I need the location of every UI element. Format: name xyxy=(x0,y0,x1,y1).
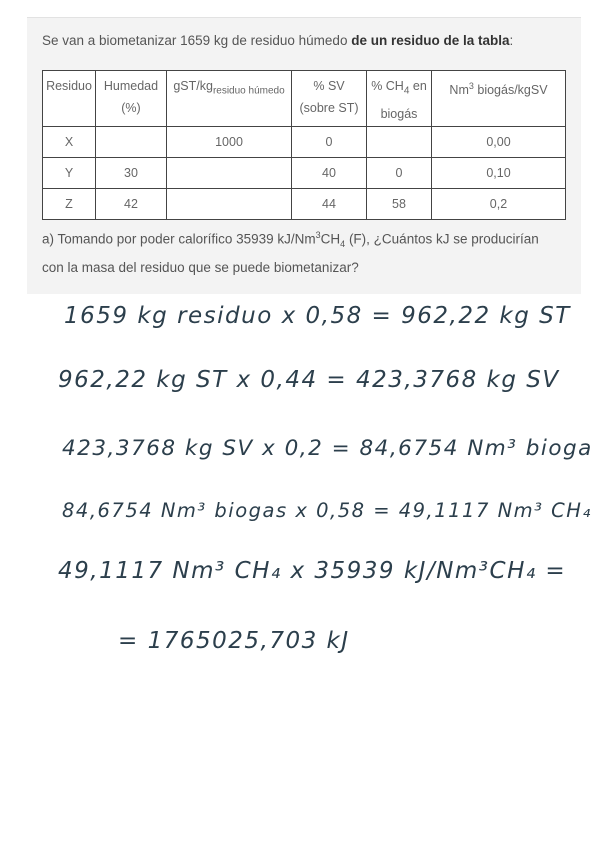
cell-residuo: Y xyxy=(43,158,96,189)
table-header-row xyxy=(43,71,566,127)
table-row xyxy=(43,127,566,158)
cell-ch4: 0 xyxy=(367,158,432,189)
cell-sv: 40 xyxy=(292,158,367,189)
cell-humedad xyxy=(96,127,167,158)
problem-intro xyxy=(42,32,562,50)
cell-residuo: Z xyxy=(43,189,96,220)
handwritten-result: = 1765025,703 kJ xyxy=(118,628,350,654)
cell-sv: 44 xyxy=(292,189,367,220)
question-text: a) Tomando por poder calorífico 35939 $kJ/Nm^3CH_4$ (F), ¿Cuántos kJ se producirían con la masa del residuo que se puede biometanizar? xyxy=(42,230,539,276)
cell-ch4: 58 xyxy=(367,189,432,220)
cell-humedad: 30 xyxy=(96,158,167,189)
intro-bold: de un residuo de la tabla xyxy=(351,33,510,48)
intro-text: Se van a biometanizar 1659 kg de residuo húmedo xyxy=(42,33,352,48)
table-row xyxy=(43,158,566,189)
header-humedad: Humedad (%) xyxy=(96,71,167,127)
cell-gst: 1000 xyxy=(167,127,292,158)
cell-nm3: 0,10 xyxy=(432,158,566,189)
handwritten-line-5: 49,1117 Nm³ CH₄ x 35939 kJ/Nm³CH₄ = xyxy=(58,558,567,584)
problem-card xyxy=(27,17,581,294)
handwritten-line-2: 962,22 kg ST x 0,44 = 423,3768 kg SV xyxy=(58,367,560,393)
cell-ch4 xyxy=(367,127,432,158)
handwritten-line-3: 423,3768 kg SV x 0,2 = 84,6754 Nm³ bioga xyxy=(62,436,593,461)
header-ch4: % $CH_4$ en biogás xyxy=(367,71,432,127)
header-gst: gST/$kg_{residuo húmedo}$ xyxy=(167,71,292,127)
cell-gst xyxy=(167,189,292,220)
cell-humedad: 42 xyxy=(96,189,167,220)
cell-residuo: X xyxy=(43,127,96,158)
intro-end: : xyxy=(509,33,514,48)
cell-gst xyxy=(167,158,292,189)
cell-sv: 0 xyxy=(292,127,367,158)
residue-table xyxy=(42,70,566,220)
handwritten-line-1: 1659 kg residuo x 0,58 = 962,22 kg ST xyxy=(64,303,571,329)
handwritten-line-4: 84,6754 Nm³ biogas x 0,58 = 49,1117 Nm³ CH₄ xyxy=(62,499,592,522)
header-sv: % SV (sobre ST) xyxy=(292,71,367,127)
cell-nm3: 0,00 xyxy=(432,127,566,158)
header-residuo: Residuo xyxy=(43,71,96,127)
table-row xyxy=(43,189,566,220)
header-nm3: Nm$^3$ biogás/kgSV xyxy=(432,71,566,127)
cell-nm3: 0,2 xyxy=(432,189,566,220)
